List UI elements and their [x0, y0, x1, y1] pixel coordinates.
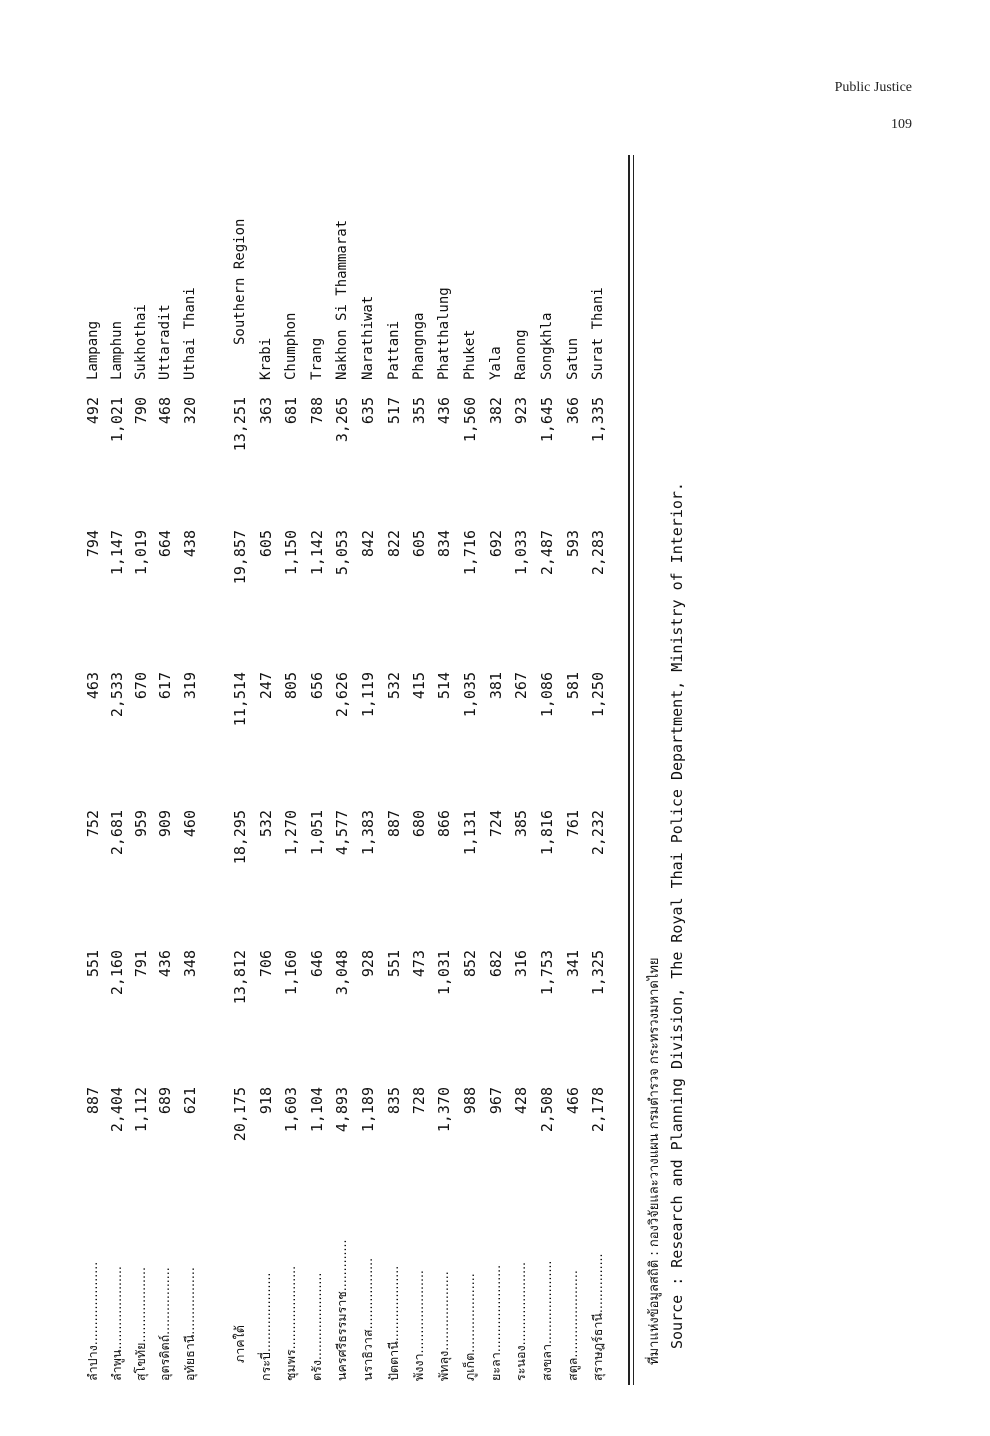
english-province-name: Trang — [309, 337, 325, 380]
english-province-name: Ranong — [513, 329, 529, 380]
value-cell: 385 — [512, 810, 530, 838]
value-cell: 923 — [512, 397, 530, 425]
value-cell: 593 — [564, 530, 582, 558]
table-row — [356, 155, 380, 1385]
value-cell: 1,019 — [132, 530, 150, 576]
table-row — [407, 155, 431, 1385]
value-cell: 918 — [257, 1087, 275, 1115]
table-row — [105, 155, 129, 1385]
value-cell: 436 — [435, 397, 453, 425]
value-cell: 13,812 — [231, 950, 249, 1005]
value-cell: 680 — [410, 810, 428, 838]
thai-province-name: นราธิวาส.................. — [360, 1257, 375, 1381]
thai-province-name: พังงา..................... — [411, 1270, 426, 1381]
english-province-name: Lamphun — [109, 320, 125, 380]
value-cell: 852 — [461, 950, 479, 978]
value-cell: 959 — [132, 810, 150, 838]
value-cell: 2,232 — [589, 810, 607, 856]
thai-province-name: ปัตตานี................... — [386, 1265, 401, 1381]
value-cell: 791 — [132, 950, 150, 978]
english-province-name: Yala — [488, 346, 504, 380]
value-cell: 1,021 — [108, 397, 126, 443]
value-cell: 18,295 — [231, 810, 249, 865]
value-cell: 866 — [435, 810, 453, 838]
value-cell: 2,681 — [108, 810, 126, 856]
value-cell: 2,626 — [333, 672, 351, 718]
value-cell: 382 — [487, 397, 505, 425]
thai-province-name: นครศรีธรรมราช............. — [334, 1239, 349, 1381]
value-cell: 19,857 — [231, 530, 249, 585]
value-cell: 551 — [84, 950, 102, 978]
english-province-name: Phuket — [462, 329, 478, 380]
value-cell: 664 — [156, 530, 174, 558]
value-cell: 1,051 — [308, 810, 326, 856]
thai-province-name: ลำพูน..................... — [109, 1266, 124, 1381]
value-cell: 11,514 — [231, 672, 249, 727]
value-cell: 532 — [257, 810, 275, 838]
thai-province-name: ยะลา...................... — [488, 1264, 503, 1381]
value-cell: 761 — [564, 810, 582, 838]
value-cell: 460 — [181, 810, 199, 838]
value-cell: 842 — [359, 530, 377, 558]
table-row — [178, 155, 202, 1385]
table-row — [535, 155, 559, 1385]
thai-province-name: อุตรดิตถ์................. — [157, 1267, 172, 1381]
english-province-name: Narathiwat — [360, 295, 376, 380]
english-province-name: Phatthalung — [436, 287, 452, 380]
thai-province-name: สุโขทัย................... — [133, 1267, 148, 1381]
thai-province-name: สุราษฎร์ธานี............... — [590, 1253, 605, 1381]
value-cell: 436 — [156, 950, 174, 978]
page-number: 109 — [891, 117, 912, 132]
value-cell: 20,175 — [231, 1087, 249, 1142]
value-cell: 692 — [487, 530, 505, 558]
english-province-name: Songkhla — [539, 312, 555, 380]
value-cell: 788 — [308, 397, 326, 425]
value-cell: 790 — [132, 397, 150, 425]
thai-province-name: พัทลุง.................... — [436, 1271, 451, 1381]
value-cell: 909 — [156, 810, 174, 838]
english-province-name: Uthai Thani — [182, 287, 198, 380]
value-cell: 1,325 — [589, 950, 607, 996]
table-row — [129, 155, 153, 1385]
value-cell: 13,251 — [231, 397, 249, 452]
table-row — [305, 155, 329, 1385]
region-row — [228, 155, 252, 1385]
thai-province-name: สงขลา..................... — [539, 1260, 554, 1381]
value-cell: 4,893 — [333, 1087, 351, 1133]
value-cell: 316 — [512, 950, 530, 978]
english-province-name: Southern Region — [232, 218, 248, 345]
value-cell: 438 — [181, 530, 199, 558]
value-cell: 967 — [487, 1087, 505, 1115]
value-cell: 635 — [359, 397, 377, 425]
value-cell: 1,112 — [132, 1087, 150, 1133]
value-cell: 681 — [282, 397, 300, 425]
thai-province-name: ลำปาง..................... — [85, 1261, 100, 1381]
value-cell: 320 — [181, 397, 199, 425]
section-title: Public Justice — [834, 80, 912, 95]
table-bottom-rule — [628, 155, 630, 1385]
table-bottom-rule-thin — [633, 155, 634, 1385]
value-cell: 463 — [84, 672, 102, 700]
value-cell: 247 — [257, 672, 275, 700]
value-cell: 1,150 — [282, 530, 300, 576]
thai-province-name: ภูเก็ต.................... — [462, 1273, 477, 1381]
value-cell: 988 — [461, 1087, 479, 1115]
value-cell: 605 — [410, 530, 428, 558]
table-row — [279, 155, 303, 1385]
value-cell: 728 — [410, 1087, 428, 1115]
value-cell: 381 — [487, 672, 505, 700]
source-note-thai: ที่มาแห่งข้อมูลสถิติ : กองวิจัยและวางแผน กรมตำรวจ กระทรวงมหาดไทย — [647, 957, 662, 1365]
value-cell: 551 — [385, 950, 403, 978]
value-cell: 2,508 — [538, 1087, 556, 1133]
english-province-name: Surat Thani — [590, 287, 606, 380]
english-province-name: Satun — [565, 337, 581, 380]
value-cell: 1,086 — [538, 672, 556, 718]
value-cell: 319 — [181, 672, 199, 700]
value-cell: 670 — [132, 672, 150, 700]
value-cell: 752 — [84, 810, 102, 838]
value-cell: 835 — [385, 1087, 403, 1115]
value-cell: 1,104 — [308, 1087, 326, 1133]
value-cell: 794 — [84, 530, 102, 558]
value-cell: 1,560 — [461, 397, 479, 443]
value-cell: 724 — [487, 810, 505, 838]
value-cell: 5,053 — [333, 530, 351, 576]
value-cell: 1,189 — [359, 1087, 377, 1133]
english-province-name: Krabi — [258, 337, 274, 380]
value-cell: 581 — [564, 672, 582, 700]
thai-province-name: ภาคใต้ — [232, 1325, 247, 1363]
thai-province-name: สตูล...................... — [565, 1270, 580, 1381]
value-cell: 2,487 — [538, 530, 556, 576]
value-cell: 1,816 — [538, 810, 556, 856]
value-cell: 1,031 — [435, 950, 453, 996]
thai-province-name: ชุมพร..................... — [283, 1265, 298, 1381]
value-cell: 646 — [308, 950, 326, 978]
table-row — [561, 155, 585, 1385]
value-cell: 617 — [156, 672, 174, 700]
value-cell: 1,033 — [512, 530, 530, 576]
thai-province-name: ระนอง..................... — [513, 1261, 528, 1381]
value-cell: 2,404 — [108, 1087, 126, 1133]
value-cell: 514 — [435, 672, 453, 700]
value-cell: 1,603 — [282, 1087, 300, 1133]
value-cell: 1,383 — [359, 810, 377, 856]
table-row — [330, 155, 354, 1385]
thai-province-name: อุทัยธานี................. — [182, 1267, 197, 1381]
value-cell: 834 — [435, 530, 453, 558]
value-cell: 2,178 — [589, 1087, 607, 1133]
value-cell: 2,283 — [589, 530, 607, 576]
value-cell: 341 — [564, 950, 582, 978]
value-cell: 1,131 — [461, 810, 479, 856]
source-note-english: Source : Research and Planning Division, The Royal Thai Police Department, Ministry of Interior. — [668, 482, 686, 1349]
value-cell: 355 — [410, 397, 428, 425]
english-province-name: Lampang — [85, 320, 101, 380]
english-province-name: Uttaradit — [157, 304, 173, 380]
value-cell: 348 — [181, 950, 199, 978]
value-cell: 887 — [84, 1087, 102, 1115]
value-cell: 1,250 — [589, 672, 607, 718]
value-cell: 822 — [385, 530, 403, 558]
table-row — [484, 155, 508, 1385]
value-cell: 492 — [84, 397, 102, 425]
value-cell: 621 — [181, 1087, 199, 1115]
value-cell: 689 — [156, 1087, 174, 1115]
table-row — [586, 155, 610, 1385]
value-cell: 656 — [308, 672, 326, 700]
value-cell: 1,035 — [461, 672, 479, 718]
value-cell: 517 — [385, 397, 403, 425]
statistics-table — [0, 155, 700, 1385]
table-row — [81, 155, 105, 1385]
table-row — [382, 155, 406, 1385]
english-province-name: Nakhon Si Thammarat — [334, 219, 350, 380]
value-cell: 267 — [512, 672, 530, 700]
table-row — [458, 155, 482, 1385]
value-cell: 532 — [385, 672, 403, 700]
value-cell: 3,265 — [333, 397, 351, 443]
value-cell: 366 — [564, 397, 582, 425]
value-cell: 4,577 — [333, 810, 351, 856]
value-cell: 428 — [512, 1087, 530, 1115]
value-cell: 682 — [487, 950, 505, 978]
value-cell: 1,335 — [589, 397, 607, 443]
value-cell: 2,160 — [108, 950, 126, 996]
value-cell: 363 — [257, 397, 275, 425]
value-cell: 466 — [564, 1087, 582, 1115]
english-province-name: Sukhothai — [133, 304, 149, 380]
value-cell: 2,533 — [108, 672, 126, 718]
english-province-name: Phangnga — [411, 312, 427, 380]
value-cell: 706 — [257, 950, 275, 978]
table-row — [509, 155, 533, 1385]
value-cell: 1,753 — [538, 950, 556, 996]
value-cell: 3,048 — [333, 950, 351, 996]
value-cell: 1,645 — [538, 397, 556, 443]
value-cell: 1,716 — [461, 530, 479, 576]
value-cell: 1,142 — [308, 530, 326, 576]
thai-province-name: ตรัง...................... — [309, 1272, 324, 1381]
table-row — [153, 155, 177, 1385]
value-cell: 887 — [385, 810, 403, 838]
value-cell: 473 — [410, 950, 428, 978]
english-province-name: Pattani — [386, 320, 402, 380]
table-row — [432, 155, 456, 1385]
value-cell: 805 — [282, 672, 300, 700]
value-cell: 1,119 — [359, 672, 377, 718]
value-cell: 415 — [410, 672, 428, 700]
value-cell: 605 — [257, 530, 275, 558]
value-cell: 1,147 — [108, 530, 126, 576]
value-cell: 928 — [359, 950, 377, 978]
value-cell: 468 — [156, 397, 174, 425]
value-cell: 1,160 — [282, 950, 300, 996]
value-cell: 1,370 — [435, 1087, 453, 1133]
english-province-name: Chumphon — [283, 312, 299, 380]
thai-province-name: กระบี่.................... — [258, 1272, 273, 1381]
value-cell: 1,270 — [282, 810, 300, 856]
table-row — [254, 155, 278, 1385]
